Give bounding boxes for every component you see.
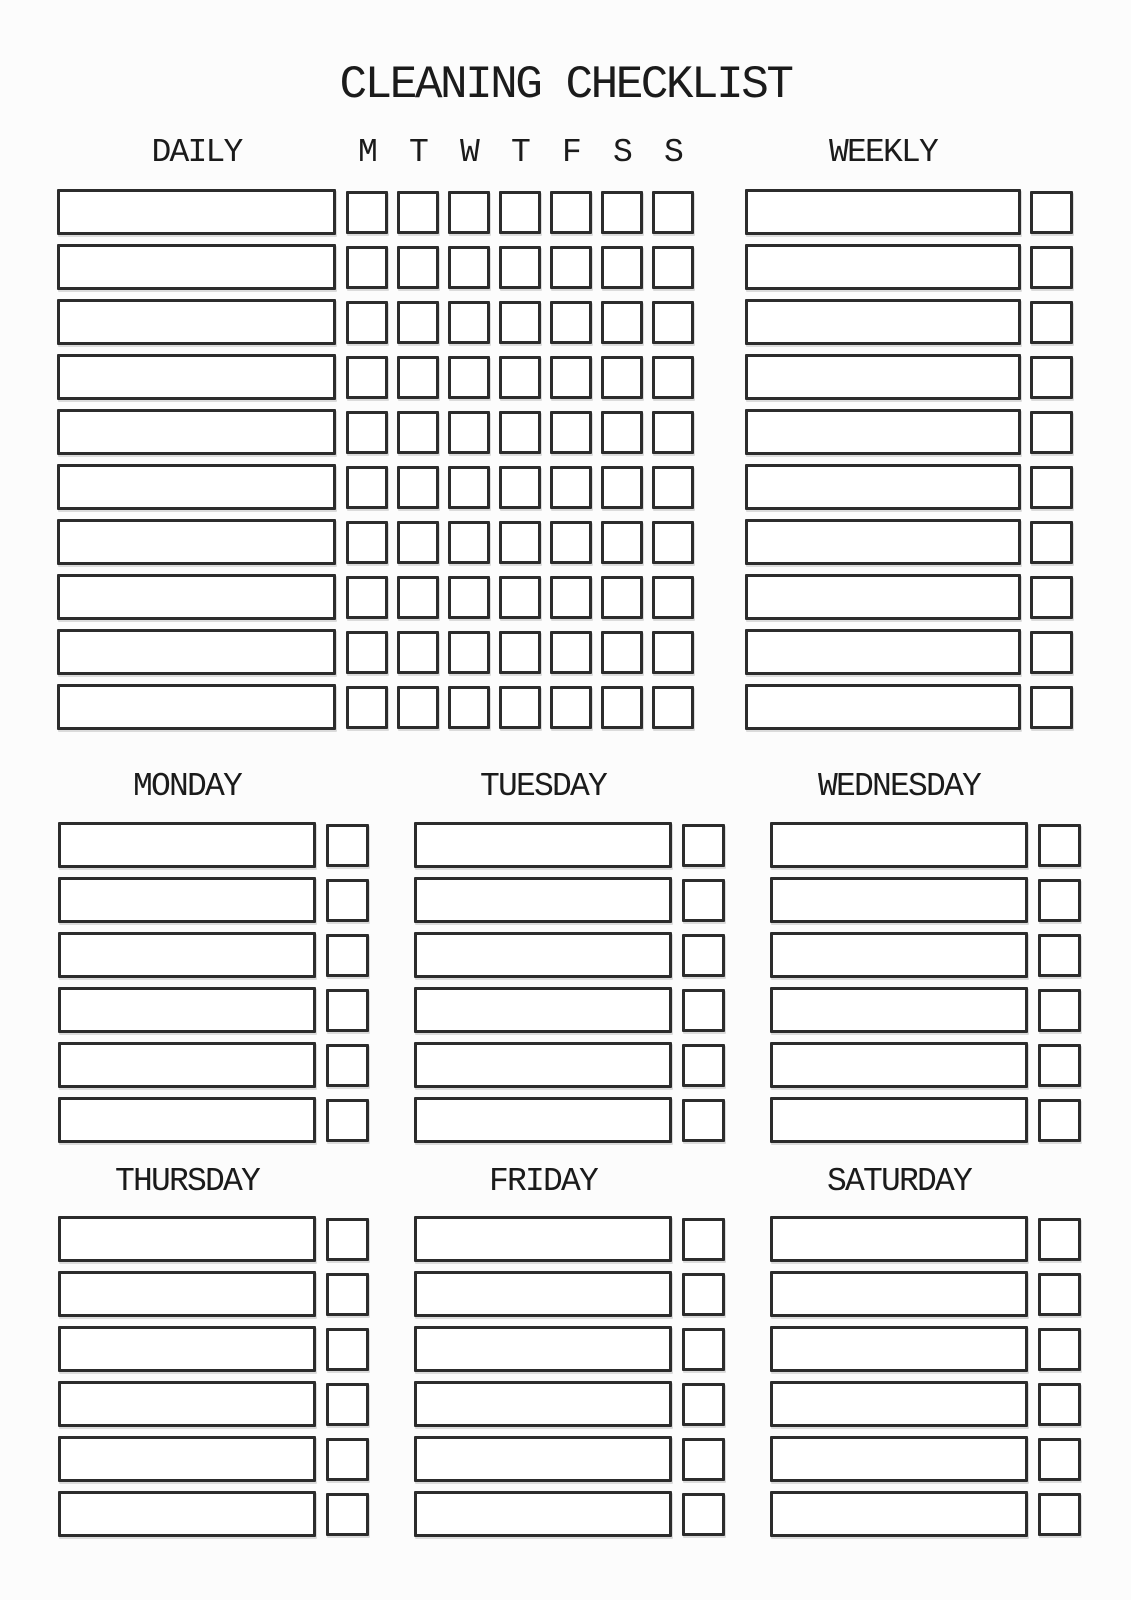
daily-checkbox-fri[interactable] [550,521,592,564]
daily-checkbox-wed[interactable] [448,246,490,289]
friday-checkbox[interactable] [682,1383,725,1426]
daily-checkbox-tue[interactable] [397,576,439,619]
task-row [414,877,725,923]
daily-checkbox-sun[interactable] [652,576,694,619]
task-row [414,1491,725,1537]
wednesday-section-label: WEDNESDAY [817,768,981,805]
friday-rows [414,1216,725,1537]
daily-task-field[interactable] [57,574,336,620]
task-row [414,1381,725,1427]
thursday-task-field[interactable] [58,1491,316,1537]
task-row [770,1042,1081,1088]
thursday-task-field[interactable] [58,1216,316,1262]
daily-checkbox-sat[interactable] [601,411,643,454]
task-row [414,1042,725,1088]
weekly-checkbox[interactable] [1030,301,1073,344]
daily-checkbox-tue[interactable] [397,686,439,729]
weekly-task-field[interactable] [745,464,1021,510]
daily-task-field[interactable] [57,409,336,455]
saturday-rows [770,1216,1081,1537]
saturday-checkbox[interactable] [1038,1438,1081,1481]
task-row [58,877,369,923]
friday-checkbox[interactable] [682,1493,725,1536]
thursday-checkbox[interactable] [326,1273,369,1316]
daily-checkbox-wed[interactable] [448,466,490,509]
saturday-task-field[interactable] [770,1491,1028,1537]
day-initial-wed: W [459,134,478,171]
thursday-checkbox[interactable] [326,1328,369,1371]
daily-checkbox-sat[interactable] [601,631,643,674]
weekly-task-field[interactable] [745,299,1021,345]
friday-task-field[interactable] [414,1491,672,1537]
weekly-task-field[interactable] [745,189,1021,235]
wednesday-task-field[interactable] [770,1042,1028,1088]
daily-checkbox-tue[interactable] [397,301,439,344]
daily-checkbox-fri[interactable] [550,246,592,289]
monday-checkbox[interactable] [326,1099,369,1142]
thursday-task-field[interactable] [58,1381,316,1427]
thursday-checkbox[interactable] [326,1383,369,1426]
daily-checkbox-mon[interactable] [346,246,388,289]
tuesday-rows [414,822,725,1143]
tuesday-section-label: TUESDAY [479,768,607,805]
saturday-task-field[interactable] [770,1381,1028,1427]
page-title: CLEANING CHECKLIST [339,59,792,111]
saturday-section-label: SATURDAY [826,1163,972,1200]
tuesday-task-field[interactable] [414,822,672,868]
daily-weekly-row [57,574,1073,620]
day-initial-mon: M [357,134,376,171]
tuesday-task-field[interactable] [414,1097,672,1143]
daily-checkbox-mon[interactable] [346,301,388,344]
daily-checkbox-fri[interactable] [550,191,592,234]
weekly-checkbox[interactable] [1030,686,1073,729]
daily-task-field[interactable] [57,464,336,510]
day-initial-sun: S [663,134,682,171]
daily-weekly-row [57,629,1073,675]
monday-section-label: MONDAY [132,768,242,805]
task-row [770,1436,1081,1482]
day-initial-tue: T [408,134,427,171]
daily-checkbox-tue[interactable] [397,631,439,674]
daily-weekly-row [57,684,1073,730]
friday-task-field[interactable] [414,1381,672,1427]
monday-checkbox[interactable] [326,879,369,922]
daily-checkbox-sun[interactable] [652,686,694,729]
daily-weekly-row [57,464,1073,510]
monday-task-field[interactable] [58,1097,316,1143]
weekly-checkbox[interactable] [1030,521,1073,564]
daily-checkbox-tue[interactable] [397,191,439,234]
daily-checkbox-mon[interactable] [346,576,388,619]
friday-checkbox[interactable] [682,1218,725,1261]
daily-checkbox-sat[interactable] [601,356,643,399]
tuesday-section [414,770,725,1152]
monday-checkbox[interactable] [326,1044,369,1087]
daily-checkbox-thu[interactable] [499,631,541,674]
daily-checkbox-sun[interactable] [652,356,694,399]
weekly-checkbox[interactable] [1030,246,1073,289]
daily-checkbox-mon[interactable] [346,191,388,234]
thursday-checkbox[interactable] [326,1218,369,1261]
saturday-checkbox[interactable] [1038,1218,1081,1261]
weekly-checkbox[interactable] [1030,411,1073,454]
daily-checkbox-wed[interactable] [448,686,490,729]
weekly-checkbox[interactable] [1030,191,1073,234]
daily-checkbox-wed[interactable] [448,301,490,344]
tuesday-task-field[interactable] [414,932,672,978]
daily-weekly-row [57,519,1073,565]
weekly-task-field[interactable] [745,684,1021,730]
monday-task-field[interactable] [58,877,316,923]
daily-checkbox-thu[interactable] [499,466,541,509]
daily-checkbox-thu[interactable] [499,191,541,234]
thursday-section [58,1165,369,1546]
friday-section-label: FRIDAY [488,1163,598,1200]
weekly-section-label: WEEKLY [828,134,938,171]
monday-task-field[interactable] [58,1042,316,1088]
task-row [414,987,725,1033]
tuesday-checkbox[interactable] [682,1099,725,1142]
daily-checkbox-sun[interactable] [652,246,694,289]
saturday-checkbox[interactable] [1038,1383,1081,1426]
day-initial-thu: T [510,134,529,171]
daily-checkbox-fri[interactable] [550,631,592,674]
daily-task-field[interactable] [57,354,336,400]
thursday-checkbox[interactable] [326,1438,369,1481]
daily-checkbox-fri[interactable] [550,576,592,619]
daily-weekly-rows [57,189,1073,739]
daily-checkbox-mon[interactable] [346,521,388,564]
friday-task-field[interactable] [414,1271,672,1317]
wednesday-checkbox[interactable] [1038,1044,1081,1087]
tuesday-task-field[interactable] [414,1042,672,1088]
monday-task-field[interactable] [58,932,316,978]
task-row [58,1271,369,1317]
saturday-section [770,1165,1081,1546]
daily-checkbox-fri[interactable] [550,466,592,509]
task-row [770,1326,1081,1372]
daily-checkbox-thu[interactable] [499,301,541,344]
wednesday-task-field[interactable] [770,987,1028,1033]
weekly-checkbox[interactable] [1030,356,1073,399]
monday-section [58,770,369,1152]
daily-checkbox-sat[interactable] [601,301,643,344]
task-row [770,987,1081,1033]
weekly-task-field[interactable] [745,629,1021,675]
daily-task-field[interactable] [57,519,336,565]
daily-checkbox-sun[interactable] [652,631,694,674]
wednesday-checkbox[interactable] [1038,934,1081,977]
friday-checkbox[interactable] [682,1438,725,1481]
daily-weekly-row [57,299,1073,345]
friday-task-field[interactable] [414,1326,672,1372]
daily-checkbox-sun[interactable] [652,466,694,509]
wednesday-task-field[interactable] [770,822,1028,868]
daily-checkbox-mon[interactable] [346,686,388,729]
daily-checkbox-wed[interactable] [448,576,490,619]
wednesday-checkbox[interactable] [1038,879,1081,922]
task-row [770,877,1081,923]
task-row [58,822,369,868]
monday-rows [58,822,369,1143]
day-initial-fri: F [561,134,580,171]
tuesday-checkbox[interactable] [682,934,725,977]
daily-weekly-row [57,354,1073,400]
weekly-task-field[interactable] [745,354,1021,400]
daily-checkbox-mon[interactable] [346,411,388,454]
task-row [770,1381,1081,1427]
task-row [58,1097,369,1143]
daily-checkbox-mon[interactable] [346,356,388,399]
task-row [414,1436,725,1482]
weekly-task-field[interactable] [745,409,1021,455]
weekday-sections-row-2 [58,1165,1081,1546]
daily-checkbox-fri[interactable] [550,686,592,729]
task-row [770,1097,1081,1143]
tuesday-checkbox[interactable] [682,989,725,1032]
task-row [770,1491,1081,1537]
daily-checkbox-sat[interactable] [601,576,643,619]
task-row [58,1381,369,1427]
daily-checkbox-thu[interactable] [499,356,541,399]
daily-checkbox-sat[interactable] [601,191,643,234]
daily-checkbox-tue[interactable] [397,246,439,289]
task-row [414,1216,725,1262]
daily-checkbox-mon[interactable] [346,631,388,674]
daily-checkbox-thu[interactable] [499,246,541,289]
daily-checkbox-fri[interactable] [550,411,592,454]
wednesday-checkbox[interactable] [1038,989,1081,1032]
task-row [414,822,725,868]
daily-checkbox-mon[interactable] [346,466,388,509]
daily-checkbox-sun[interactable] [652,521,694,564]
task-row [414,1097,725,1143]
saturday-task-field[interactable] [770,1326,1028,1372]
friday-task-field[interactable] [414,1216,672,1262]
monday-task-field[interactable] [58,822,316,868]
task-row [414,1326,725,1372]
weekly-task-field[interactable] [745,574,1021,620]
daily-weekly-header [57,134,1021,171]
daily-checkbox-tue[interactable] [397,466,439,509]
daily-checkbox-thu[interactable] [499,576,541,619]
daily-task-field[interactable] [57,684,336,730]
task-row [58,1436,369,1482]
daily-checkbox-fri[interactable] [550,301,592,344]
daily-task-field[interactable] [57,244,336,290]
daily-checkbox-wed[interactable] [448,411,490,454]
daily-weekly-row [57,244,1073,290]
daily-section-label: DAILY [151,134,242,171]
daily-task-field[interactable] [57,299,336,345]
task-row [58,932,369,978]
daily-checkbox-wed[interactable] [448,521,490,564]
task-row [770,822,1081,868]
friday-task-field[interactable] [414,1436,672,1482]
tuesday-task-field[interactable] [414,877,672,923]
weekly-checkbox[interactable] [1030,631,1073,674]
monday-task-field[interactable] [58,987,316,1033]
daily-checkbox-fri[interactable] [550,356,592,399]
saturday-checkbox[interactable] [1038,1273,1081,1316]
task-row [58,987,369,1033]
saturday-checkbox[interactable] [1038,1328,1081,1371]
wednesday-checkbox[interactable] [1038,1099,1081,1142]
saturday-checkbox[interactable] [1038,1493,1081,1536]
task-row [770,932,1081,978]
task-row [414,932,725,978]
task-row [770,1271,1081,1317]
daily-checkbox-thu[interactable] [499,686,541,729]
daily-checkbox-sat[interactable] [601,686,643,729]
friday-section [414,1165,725,1546]
monday-checkbox[interactable] [326,934,369,977]
monday-checkbox[interactable] [326,824,369,867]
thursday-section-label: THURSDAY [114,1163,260,1200]
wednesday-task-field[interactable] [770,1097,1028,1143]
daily-checkbox-wed[interactable] [448,631,490,674]
tuesday-checkbox[interactable] [682,824,725,867]
saturday-task-field[interactable] [770,1216,1028,1262]
task-row [58,1491,369,1537]
wednesday-task-field[interactable] [770,877,1028,923]
daily-checkbox-tue[interactable] [397,411,439,454]
daily-task-field[interactable] [57,189,336,235]
daily-checkbox-sun[interactable] [652,191,694,234]
task-row [58,1326,369,1372]
saturday-task-field[interactable] [770,1436,1028,1482]
weekday-sections-row-1 [58,770,1081,1152]
task-row [58,1042,369,1088]
thursday-task-field[interactable] [58,1436,316,1482]
task-row [414,1271,725,1317]
daily-checkbox-tue[interactable] [397,356,439,399]
monday-checkbox[interactable] [326,989,369,1032]
weekly-checkbox[interactable] [1030,466,1073,509]
thursday-rows [58,1216,369,1537]
daily-checkbox-sun[interactable] [652,301,694,344]
daily-checkbox-wed[interactable] [448,191,490,234]
tuesday-checkbox[interactable] [682,879,725,922]
daily-checkbox-sat[interactable] [601,521,643,564]
friday-checkbox[interactable] [682,1273,725,1316]
saturday-task-field[interactable] [770,1271,1028,1317]
task-row [770,1216,1081,1262]
weekly-checkbox[interactable] [1030,576,1073,619]
day-initial-sat: S [612,134,631,171]
daily-weekly-row [57,409,1073,455]
daily-checkbox-thu[interactable] [499,411,541,454]
task-row [58,1216,369,1262]
wednesday-rows [770,822,1081,1143]
daily-task-field[interactable] [57,629,336,675]
weekly-task-field[interactable] [745,244,1021,290]
thursday-task-field[interactable] [58,1326,316,1372]
daily-weekly-row [57,189,1073,235]
daily-checkbox-tue[interactable] [397,521,439,564]
tuesday-checkbox[interactable] [682,1044,725,1087]
daily-checkbox-wed[interactable] [448,356,490,399]
thursday-task-field[interactable] [58,1271,316,1317]
friday-checkbox[interactable] [682,1328,725,1371]
daily-checkbox-sat[interactable] [601,466,643,509]
daily-checkbox-sat[interactable] [601,246,643,289]
wednesday-checkbox[interactable] [1038,824,1081,867]
daily-checkbox-sun[interactable] [652,411,694,454]
thursday-checkbox[interactable] [326,1493,369,1536]
wednesday-section [770,770,1081,1152]
daily-checkbox-thu[interactable] [499,521,541,564]
weekly-task-field[interactable] [745,519,1021,565]
tuesday-task-field[interactable] [414,987,672,1033]
wednesday-task-field[interactable] [770,932,1028,978]
